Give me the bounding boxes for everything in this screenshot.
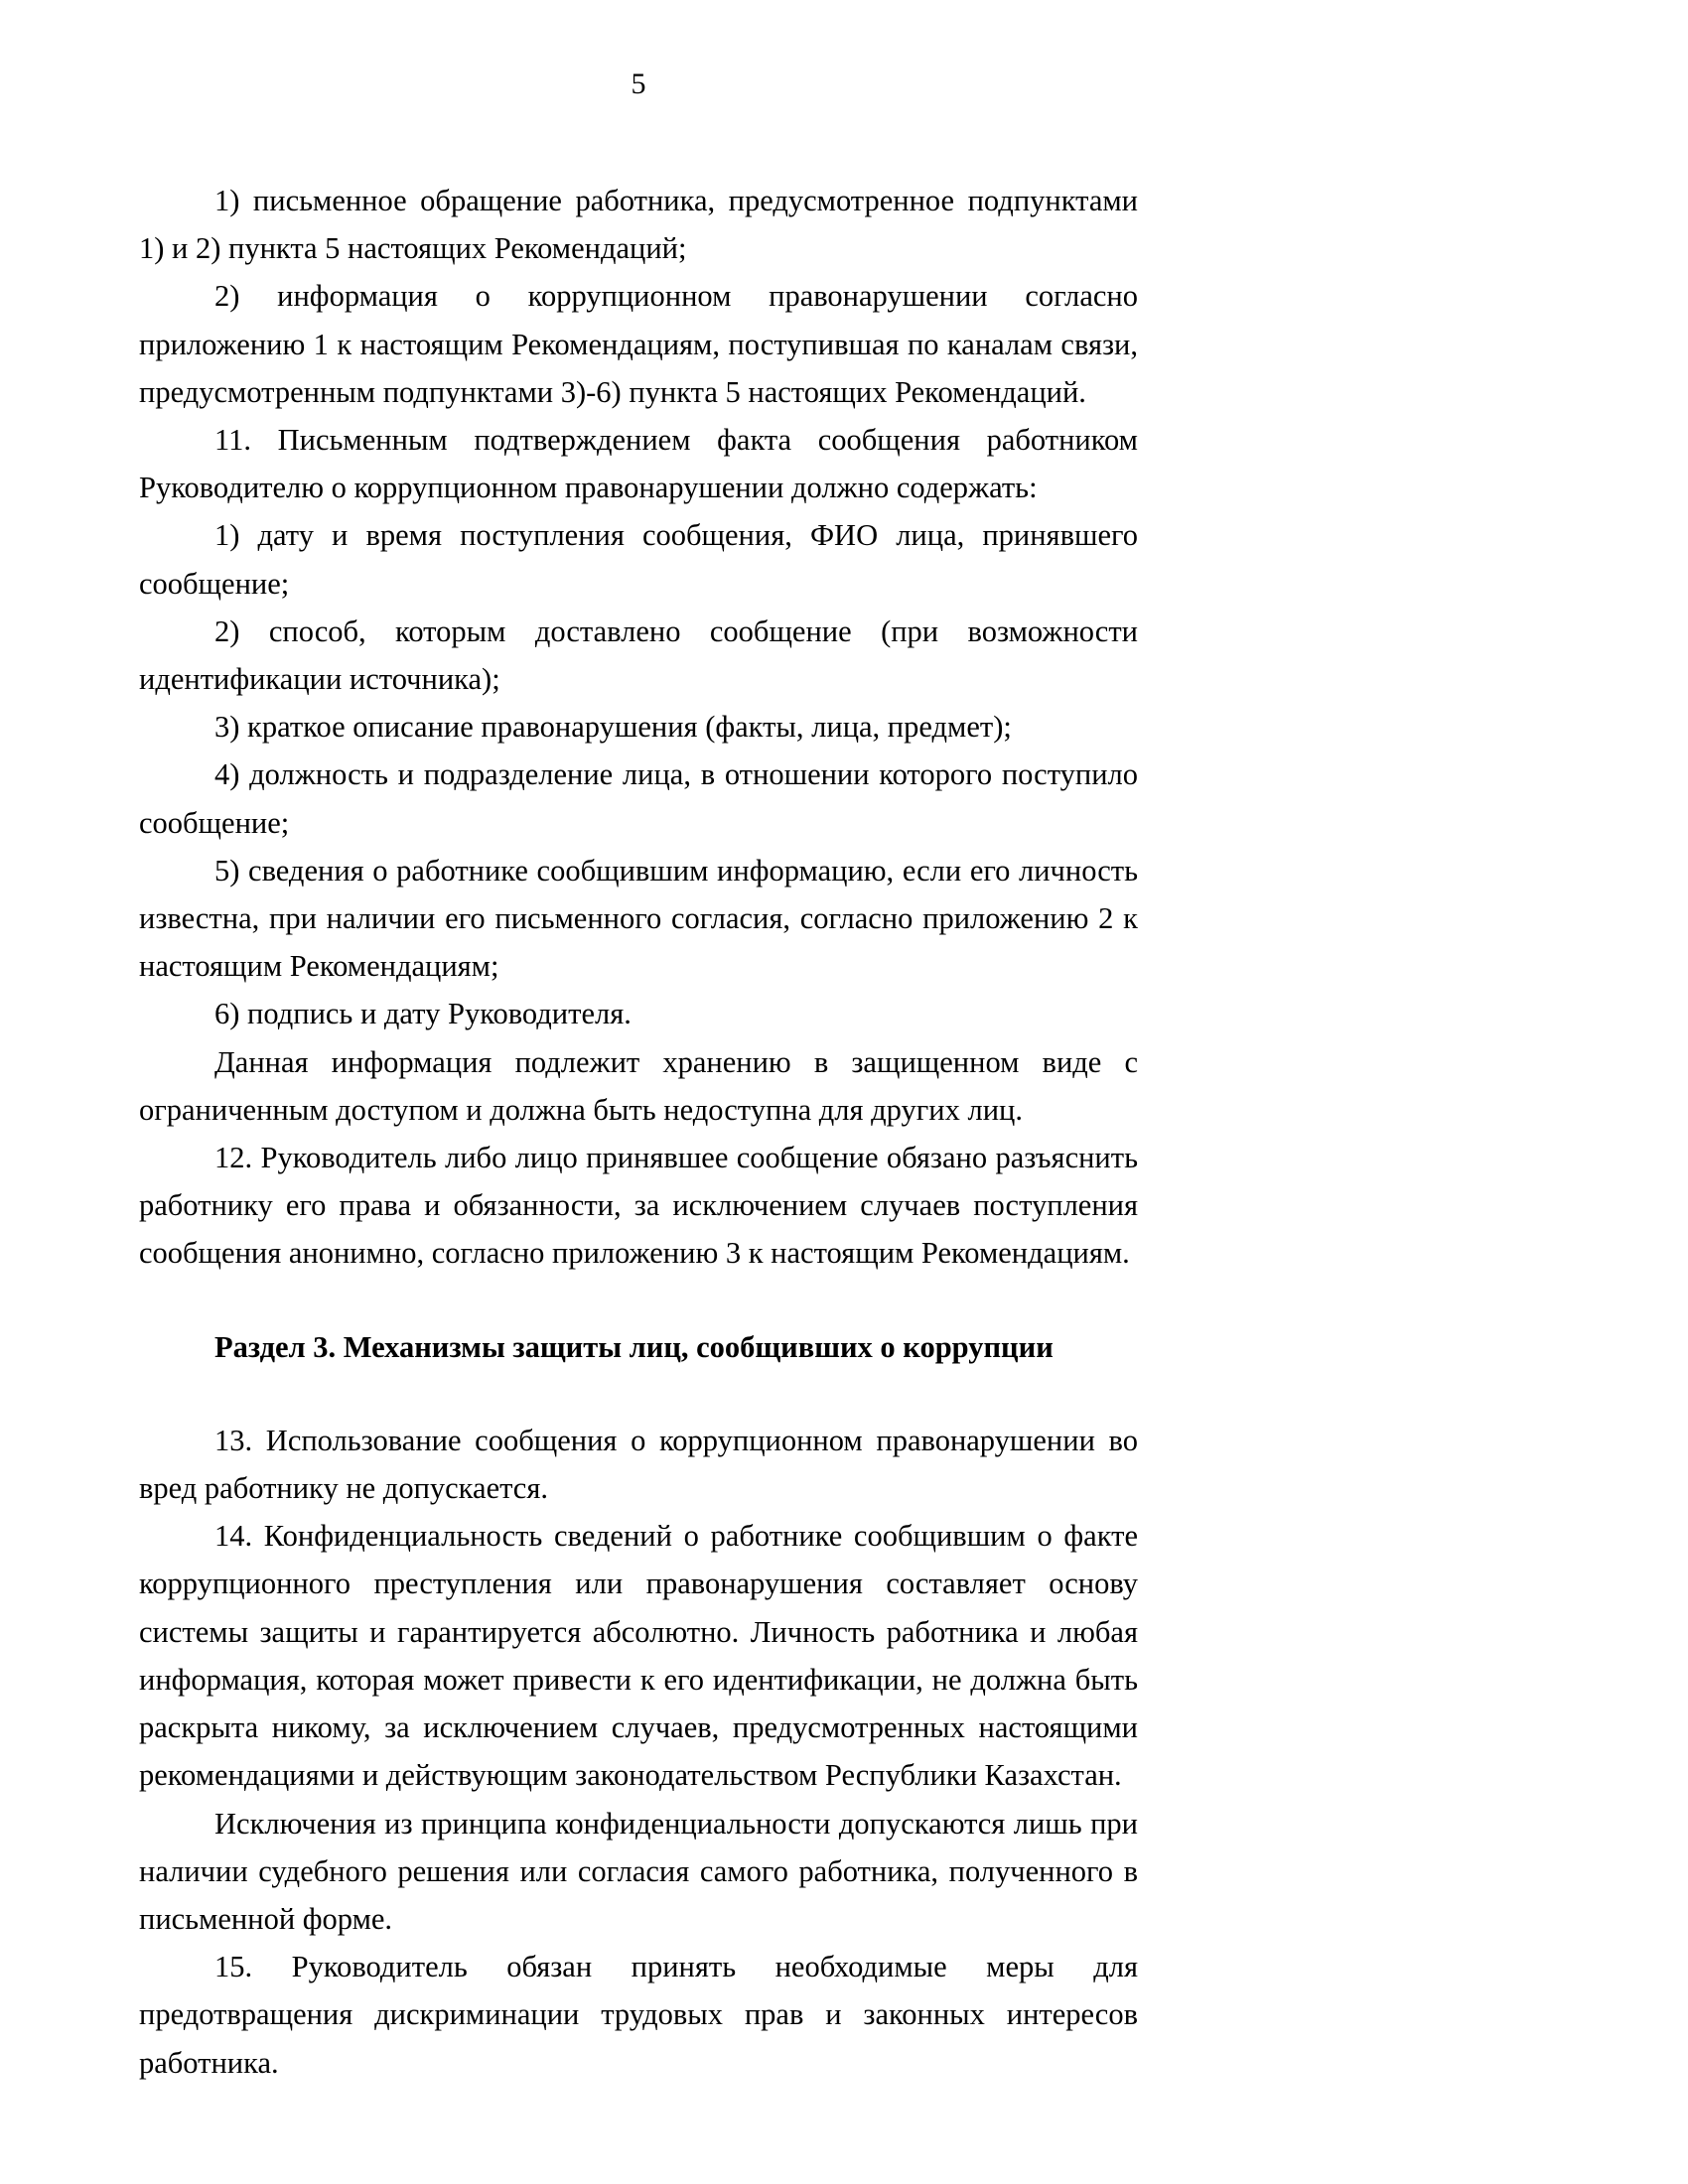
paragraph-clause-13: 13. Использование сообщения о коррупционном правонарушении во вред работнику не допускается. bbox=[139, 1423, 1138, 1506]
paragraph-clause-11: 11. Письменным подтверждением факта сообщения работником Руководителю о коррупционном правонарушении должно содержать: bbox=[139, 423, 1138, 505]
paragraph-clause-11-item-3: 3) краткое описание правонарушения (факты, лица, предмет); bbox=[214, 710, 1012, 745]
paragraph-clause-12: 12. Руководитель либо лицо принявшее сообщение обязано разъяснить работнику его права и обязанности, за исключением случаев поступления сообщения анонимно, согласно приложению 3 к настоящим Рекомендациям. bbox=[139, 1141, 1138, 1271]
paragraph-item-1: 1) письменное обращение работника, предусмотренное подпунктами 1) и 2) пункта 5 настоящих Рекомендаций; bbox=[139, 184, 1138, 266]
paragraph-storage-note: Данная информация подлежит хранению в защищенном виде с ограниченным доступом и должна быть недоступна для других лиц. bbox=[139, 1044, 1138, 1127]
spacer-after-section-heading bbox=[139, 1371, 1138, 1417]
paragraph-clause-15: 15. Руководитель обязан принять необходимые меры для предотвращения дискриминации трудовых прав и законных интересов работника. bbox=[139, 1950, 1138, 2080]
paragraph-clause-11-item-5: 5) сведения о работнике сообщившим информацию, если его личность известна, при наличии его письменного согласия, согласно приложению 2 к настоящим Рекомендациям; bbox=[139, 853, 1138, 984]
paragraph-clause-14: 14. Конфиденциальность сведений о работнике сообщившим о факте коррупционного преступления или правонарушения составляет основу системы защиты и гарантируется абсолютно. Личность работника и любая информация, которая может привести к его идентификации, не должна быть раскрыта никому, за исключением случаев, предусмотренных настоящими рекомендациями и действующим законодательством Республики Казахстан. bbox=[139, 1519, 1138, 1793]
paragraph-confidentiality-exceptions: Исключения из принципа конфиденциальности допускаются лишь при наличии судебного решения или согласия самого работника, полученного в письменной форме. bbox=[139, 1806, 1138, 1936]
paragraph-clause-11-item-4: 4) должность и подразделение лица, в отношении которого поступило сообщение; bbox=[139, 757, 1138, 840]
paragraph-clause-11-item-6: 6) подпись и дату Руководителя. bbox=[214, 997, 632, 1031]
document-body bbox=[139, 177, 1138, 2087]
spacer-before-section-heading bbox=[139, 1278, 1138, 1323]
page-number: 5 bbox=[631, 68, 646, 100]
paragraph-item-2: 2) информация о коррупционном правонарушении согласно приложению 1 к настоящим Рекомендациям, поступившая по каналам связи, предусмотренным подпунктами 3)-6) пункта 5 настоящих Рекомендаций. bbox=[139, 279, 1138, 409]
paragraph-clause-11-item-2: 2) способ, которым доставлено сообщение (при возможности идентификации источника); bbox=[139, 614, 1138, 697]
section-3-heading: Раздел 3. Механизмы защиты лиц, сообщивших о коррупции bbox=[214, 1329, 1054, 1364]
paragraph-clause-11-item-1: 1) дату и время поступления сообщения, ФИО лица, принявшего сообщение; bbox=[139, 518, 1138, 601]
